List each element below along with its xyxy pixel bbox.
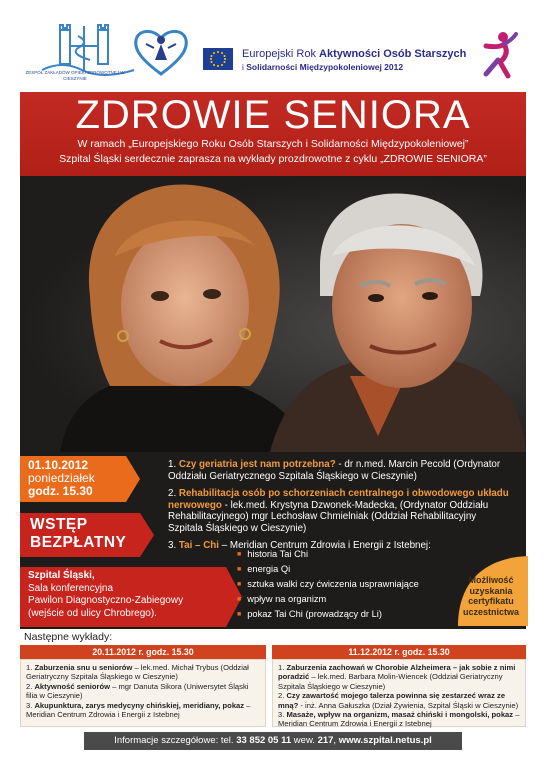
seniors-photo [20,176,526,452]
footer-separator: , [333,735,339,746]
lecture-details: - dr n.med. Marcin Pecold (Ordynator Oddziału Geriatrycznego Szpitala Śląskiego w Cieszynie) [168,459,501,482]
list-item: ■ pokaz Tai Chi (prowadzący dr Li) [237,607,419,622]
next-lectures-right [272,659,526,727]
item-title: Akupunktura, zarys medycyny chińskiej, meridiany, pokaz [34,700,245,710]
footer-ext-label: wew. [291,735,318,746]
item-title: Zaburzenia snu u seniorów [34,663,133,672]
contact-footer [84,732,462,750]
footer-website-link[interactable]: www.szpital.netus.pl [338,735,432,746]
lecture-number: 2. [168,488,179,499]
lecture-item [168,459,513,482]
list-item [26,682,260,701]
lecture-number: 1. [168,459,179,470]
item-title: Zaburzenia zachowań w Chorobie Alzheimera – jak sobie z nimi poradzić [278,663,516,682]
list-item: ■ sztuka walki czy ćwiczenia usprawniające [237,577,419,592]
list-item: ■ energia Qi [237,562,419,577]
item-number: 2. [26,681,35,691]
item-details: - inż. Anna Gałuszka (Dział Żywienia, Szpital Śląski w Cieszynie) [298,700,519,710]
venue-room: Sala konferencyjna [28,582,114,594]
next-lectures-left [20,659,266,727]
eu-title-line2-bold: Solidarności Międzypokoleniowej [246,62,382,72]
lecture-title: Czy geriatria jest nam potrzebna? [178,459,336,470]
event-time: godz. 15.30 [28,484,93,498]
list-item: ■ historia Tai Chi [237,547,419,562]
date-banner-arrow [126,456,140,502]
item-number: 2. [278,691,287,701]
item-details: – Meridian Centrum Zdrowia i Energii z Istebnej [26,700,251,720]
logos-bar [0,0,546,92]
next-lectures-label: Następne wykłady: [24,631,113,643]
lecture-details: - lek.med. Krystyna Dzwonek-Madecka, (Ordynator Oddziału Rehabilitacyjnego) mgr Lechosław Chmielniak (Oddział Rehabilitacyjny Szpitala Śląskiego w Cieszynie) [168,499,489,534]
event-date-block [28,459,95,498]
lecture-details: – Meridian Centrum Zdrowia i Energii z Istebnej: [219,540,431,551]
item-title: Czy zawartość mojego talerza powinna się zestarzeć wraz ze mną? [278,691,506,710]
certificate-line3: certyfikatu [468,596,514,606]
certificate-text [456,575,526,617]
eu-title-prefix: Europejski Rok [242,48,320,60]
lecture-item [168,488,513,534]
free-entry-text [30,516,126,552]
venue-building: Pawilon Diagnostyczno-Zabiegowy [28,595,184,606]
item-number: 3. [278,710,287,720]
footer-prefix: Informacje szczegółowe: tel. [114,735,237,746]
event-weekday: poniedziałek [28,471,95,485]
title-banner [20,92,526,176]
venue-entrance: (wejście od ulicy Chrobrego). [28,607,157,619]
taichi-topic-list [237,547,419,622]
footer-extension: 217 [317,735,334,746]
item-details: – lek.med. Michał Trybus (Oddział Geriatryczny Szpitala Śląskiego w Cieszynie) [26,663,249,682]
item-title: Aktywność seniorów [34,681,110,691]
event-date: 01.10.2012 [28,458,89,472]
title-subtitle-line1: W ramach „Europejskiego Roku Osób Starszych i Solidarności Międzypokoleniowej” [77,138,469,150]
venue-name: Szpital Śląski, [28,570,95,581]
lecture-title: Tai – Chi [178,540,220,551]
certificate-line4: uczestnictwa [462,606,520,617]
free-entry-line2: BEZPŁATNY [30,534,127,551]
list-item: ■ wpływ na organizm [237,592,419,607]
lecture-title: Rehabilitacja osób po schorzeniach centralnego i obwodowego układu nerwowego [168,488,509,511]
eu-flag-icon [203,48,233,70]
item-title: Masaże, wpływ na organizm, masaż chiński i mongolski, pokaz [286,710,514,720]
zoz-logo-text: ZESPÓŁ ZAKŁADÓW OPIEKI ZDROWOTNEJ W CIESZYNIE [25,70,125,81]
certificate-line1: Możliwość [468,575,514,585]
eu-title-line2-prefix: i [242,62,247,72]
item-number: 1. [278,663,287,672]
eu-title-year: 2012 [381,62,404,72]
certificate-line2: uzyskania [469,585,513,596]
eu-year-title [242,48,472,74]
active-seniors-logo-icon [478,30,518,80]
item-number: 3. [26,700,35,710]
venue-text [28,570,183,620]
list-item [26,663,260,682]
free-entry-banner-arrow [140,513,154,557]
footer-phone[interactable]: 33 852 05 11 [236,735,292,746]
lecture-list [168,459,513,558]
item-details: – mgr Danuta Sikora (Uniwersytet Śląski filia w Cieszynie) [26,681,249,701]
title-subtitle-line2: Szpital Śląski serdecznie zaprasza na wykłady prozdrowotne z cyklu „ZDROWIE SENIORA” [59,153,487,165]
list-item [278,710,520,729]
list-item [278,691,520,710]
next-lecture-date-left: 20.11.2012 r. godz. 15.30 [20,645,266,659]
item-details: – Meridian Centrum Zdrowia i Energii z Istebnej [278,710,520,729]
item-details: – lek.med. Barbara Molin-Wiencek (Oddział Geriatryczny Szpitala Śląskiego w Cieszynie) [278,672,503,691]
list-item [26,701,260,720]
free-entry-line1: WSTĘP [30,516,88,533]
lecture-number: 3. [168,540,179,551]
heart-figure-logo-icon [132,26,190,78]
page-title: ZDROWIE SENIORA [75,93,471,137]
eu-title-bold: Aktywności Osób Starszych [319,48,467,60]
list-item [278,663,520,691]
item-number: 1. [26,663,35,672]
next-lecture-date-right: 11.12.2012 r. godz. 15.30 [272,645,526,659]
